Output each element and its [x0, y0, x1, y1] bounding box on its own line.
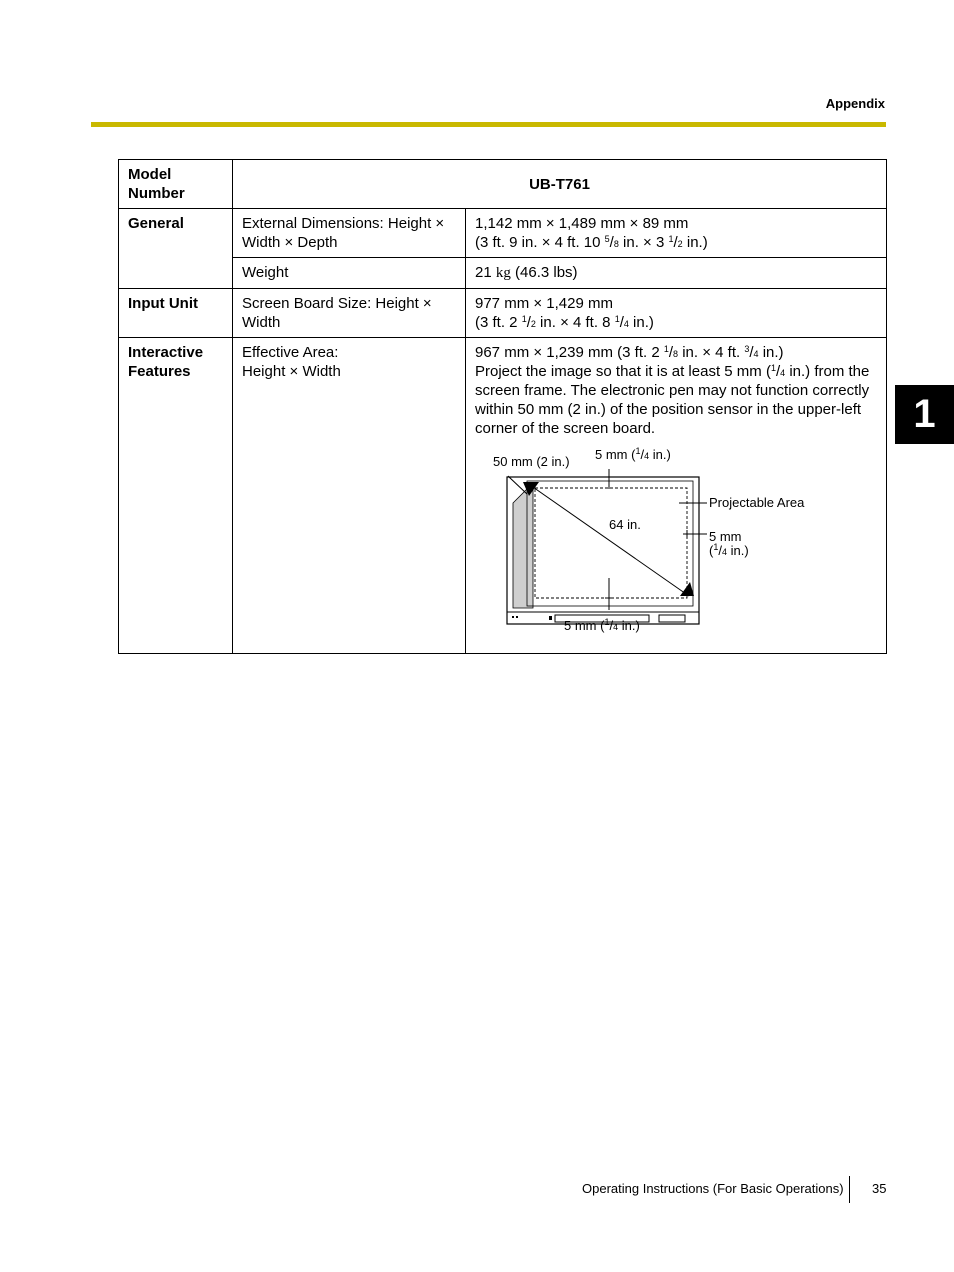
category-interactive-features: Interactive Features — [119, 338, 233, 654]
category-general: General — [119, 209, 233, 289]
spec-item: Weight — [233, 258, 466, 289]
projection-note: Project the image so that it is at least 5 mm ($^1$/4 in.) from the screen frame. The electronic pen may not function correctly within 50 mm (2 in.) of the position sensor in the upper-left corner of the screen board. — [475, 363, 870, 437]
header-rule — [91, 122, 886, 127]
label-diagonal: 64 in. — [609, 517, 641, 532]
screen-board-drawing — [475, 448, 875, 648]
category-input-unit: Input Unit — [119, 289, 233, 338]
spec-table — [118, 159, 887, 654]
label-bottom-5mm: 5 mm ($^1$/4 in.) — [564, 617, 640, 633]
section-title: Appendix — [825, 96, 885, 111]
table-row — [119, 258, 887, 289]
sensor-area — [513, 483, 533, 608]
board-dot — [516, 616, 518, 618]
spec-item: External Dimensions: Height × Width × Depth — [233, 209, 466, 258]
board-frame — [507, 477, 699, 624]
footer-title: Operating Instructions (For Basic Operations) — [582, 1181, 844, 1196]
table-row — [119, 160, 887, 209]
footer-divider — [849, 1176, 850, 1203]
screen-board-diagram — [475, 448, 875, 648]
spec-value: 1,142 mm × 1,489 mm × 89 mm (3 ft. 9 in. × 4 ft. 10 $^5$/8 in. × 3 $^1$/2 in.) — [466, 209, 887, 258]
spec-item: Effective Area: Height × Width — [233, 338, 466, 654]
label-50mm: 50 mm (2 in.) — [493, 454, 570, 469]
chapter-tab: 1 — [895, 385, 954, 444]
spec-value: 21 kg (46.3 lbs) — [466, 258, 887, 289]
board-control — [659, 615, 685, 622]
table-row — [119, 338, 887, 654]
spec-item: Screen Board Size: Height × Width — [233, 289, 466, 338]
spec-value: 967 mm × 1,239 mm (3 ft. 2 $^1$/8 in. × 4 ft. $^3$/4 in.) Project the image so that it is at least 5 mm ($^1$/4 in.) from the screen frame. The electronic pen may not function correctly within 50 mm (2 in.) of the position sensor in the upper-left corner of the screen board. 50 mm (2 in.) 5 mm ($^1$/4 in.) Projectable Area 64 in. 5 mm ($^1$/4 in.) 5 mm ($^1$/4 in.) — [466, 338, 887, 654]
table-row — [119, 209, 887, 258]
spec-value: 977 mm × 1,429 mm (3 ft. 2 $^1$/2 in. × 4 ft. 8 $^1$/4 in.) — [466, 289, 887, 338]
board-indicator — [549, 616, 552, 620]
board-dot — [512, 616, 514, 618]
model-number-label: Model Number — [119, 160, 233, 209]
label-projectable-area: Projectable Area — [709, 495, 805, 510]
page-number: 35 — [872, 1181, 887, 1196]
table-row — [119, 289, 887, 338]
label-right-5mm: 5 mm ($^1$/4 in.) — [709, 529, 749, 558]
model-number-value: UB-T761 — [233, 160, 887, 209]
label-top-5mm: 5 mm ($^1$/4 in.) — [595, 446, 671, 462]
